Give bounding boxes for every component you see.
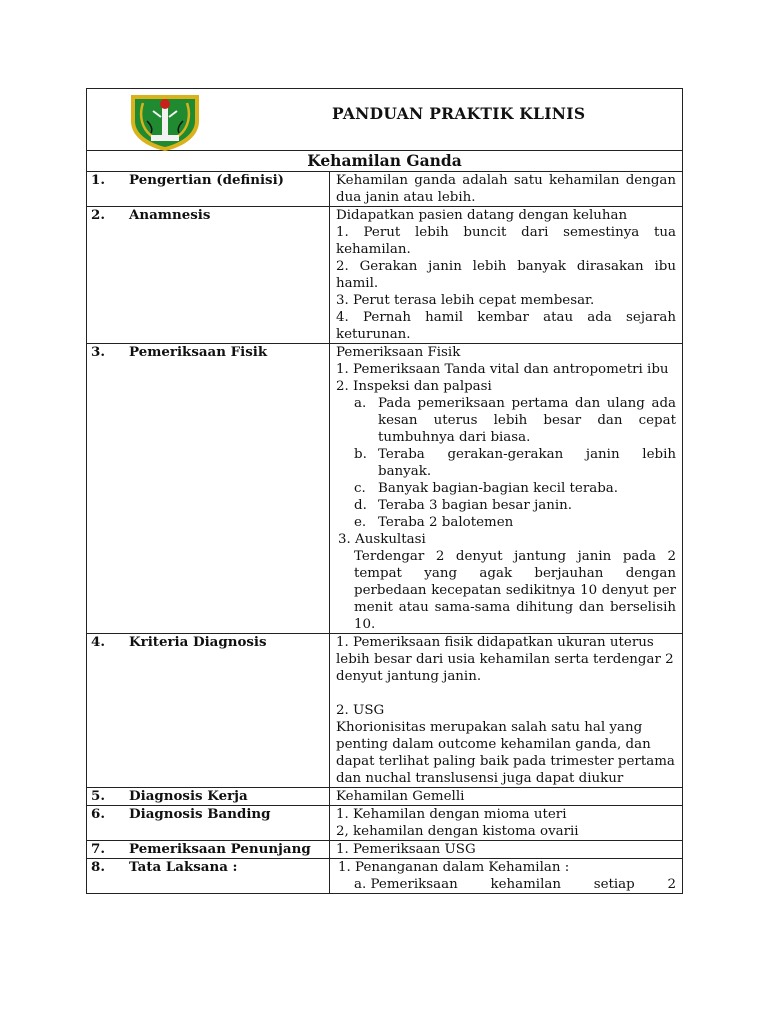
sub-list-item: b. Teraba gerakan-gerakan janin lebih banyak. [354, 447, 676, 479]
row-number: 3. [91, 344, 105, 360]
row-label: Pemeriksaan Fisik [129, 344, 268, 360]
sub-list-item: a. Pada pemeriksaan pertama dan ulang ada kesan uterus lebih besar dan cepat tumbuhnya dari biasa. [354, 396, 676, 445]
list-item: 1. Pemeriksaan Tanda vital dan antropometri ibu [336, 362, 669, 377]
row-number: 7. [91, 841, 105, 857]
row-number: 8. [91, 859, 105, 875]
header-row [87, 89, 683, 151]
row-content: 1. Penanganan dalam Kehamilan : [338, 860, 570, 875]
row-label: Pemeriksaan Penunjang [129, 841, 311, 857]
list-item: 3. Perut terasa lebih cepat membesar. [336, 293, 595, 308]
list-item-text: Terdengar 2 denyut jantung janin pada 2 tempat yang agak berjauhan dengan perbedaan kecepatan sedikitnya 10 denyut per menit atau sama-sama dihitung dan berselisih 10. [354, 549, 676, 632]
row-number: 6. [91, 806, 105, 822]
header-cell [87, 89, 683, 151]
row-number: 1. [91, 172, 105, 188]
row-number: 4. [91, 634, 105, 650]
row-number: 5. [91, 788, 105, 804]
document-title: PANDUAN PRAKTIK KLINIS [332, 104, 586, 123]
row-content: Kehamilan Gemelli [336, 789, 465, 804]
table-row [87, 788, 683, 806]
table-row [87, 859, 683, 894]
row-intro: Didapatkan pasien datang dengan keluhan [336, 208, 628, 223]
row-content: 2, kehamilan dengan kistoma ovarii [336, 824, 579, 839]
regional-emblem-icon [127, 91, 203, 158]
sub-list-item: d. Teraba 3 bagian besar janin. [354, 498, 572, 513]
list-item: 1. Perut lebih buncit dari semestinya tua kehamilan. [336, 225, 676, 257]
table-row [87, 841, 683, 859]
row-label: Kriteria Diagnosis [129, 634, 267, 650]
row-content: 1. Pemeriksaan USG [336, 842, 476, 857]
row-label: Diagnosis Banding [129, 806, 271, 822]
sub-list-item: e. Teraba 2 balotemen [354, 515, 514, 530]
list-item: 4. Pernah hamil kembar atau ada sejarah keturunan. [336, 310, 676, 342]
guide-table [86, 88, 683, 894]
row-number: 2. [91, 207, 105, 223]
list-item: 3. Auskultasi [338, 532, 426, 547]
row-label: Pengertian (definisi) [129, 172, 284, 188]
row-label: Anamnesis [129, 207, 211, 223]
criteria-heading: 2. USG [336, 703, 385, 718]
table-row [87, 172, 683, 207]
criteria-paragraph: 1. Pemeriksaan fisik didapatkan ukuran uterus lebih besar dari usia kehamilan serta terdengar 2 denyut jantung janin. [336, 635, 674, 684]
table-row [87, 207, 683, 344]
row-intro: Pemeriksaan Fisik [336, 345, 461, 360]
criteria-paragraph: Khorionisitas merupakan salah satu hal yang penting dalam outcome kehamilan ganda, dan dapat terlihat paling baik pada trimester pertama dan nuchal translusensi juga dapat diukur [336, 720, 675, 786]
table-row [87, 806, 683, 841]
row-content-line: a. Pemeriksaan kehamilan setiap 2 [354, 877, 676, 892]
table-row [87, 344, 683, 634]
list-item: 2. Inspeksi dan palpasi [336, 379, 492, 394]
row-label: Tata Laksana : [129, 859, 238, 875]
clinical-guide-document [86, 88, 682, 894]
row-label: Diagnosis Kerja [129, 788, 248, 804]
sub-list-item: c. Banyak bagian-bagian kecil teraba. [354, 481, 619, 496]
row-content: Kehamilan ganda adalah satu kehamilan dengan dua janin atau lebih. [336, 173, 676, 205]
table-row [87, 634, 683, 788]
list-item: 2. Gerakan janin lebih banyak dirasakan ibu hamil. [336, 259, 676, 291]
subject-title: Kehamilan Ganda [87, 151, 683, 172]
row-content: 1. Kehamilan dengan mioma uteri [336, 807, 567, 822]
